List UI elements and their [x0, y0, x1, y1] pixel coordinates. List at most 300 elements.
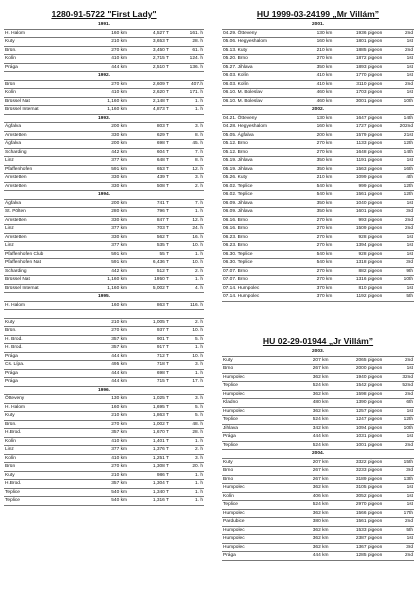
race-location-cell: 05.27. Jihlava — [222, 63, 301, 72]
placement-cell: 28. h — [170, 429, 204, 438]
distance-cell: 540 km — [88, 497, 128, 506]
table-row — [222, 356, 414, 365]
distance-cell: 350 km — [301, 208, 334, 217]
entries-cell: 1,401 T — [128, 437, 170, 446]
placement-cell: 2. h — [170, 318, 204, 327]
placement-cell: 10. h — [170, 352, 204, 361]
placement-cell: 1st — [383, 157, 414, 166]
race-location-cell: H.Brod. — [4, 480, 88, 489]
distance-cell: 267 km — [291, 475, 329, 484]
placement-cell: 17th — [383, 509, 414, 518]
race-location-cell: Kolín — [4, 89, 88, 98]
distance-cell: 357 km — [88, 344, 128, 353]
race-location-cell: Pfaffenhofen — [4, 165, 88, 174]
table-row — [222, 382, 414, 391]
race-location-cell: 06.09. Jihlava — [222, 208, 301, 217]
table-row — [4, 123, 204, 132]
distance-cell: 444 km — [291, 552, 329, 561]
placement-cell: 1st — [383, 250, 414, 259]
race-location-cell: Scharding — [4, 267, 88, 276]
entries-cell: 1,002 T — [128, 420, 170, 429]
placement-cell: 1. h — [170, 471, 204, 480]
distance-cell: 524 km — [291, 416, 329, 425]
table-row — [4, 344, 204, 353]
distance-cell: 280 km — [88, 208, 128, 217]
table-row — [222, 501, 414, 510]
entries-cell: 3,653 T — [128, 38, 170, 47]
table-row — [4, 106, 204, 115]
placement-cell: 12th — [383, 416, 414, 425]
placement-cell: 8. h — [170, 157, 204, 166]
entries-cell: 2,148 T — [128, 97, 170, 106]
table-row — [222, 259, 414, 268]
distance-cell: 330 km — [88, 131, 128, 140]
distance-cell: 380 km — [291, 518, 329, 527]
race-location-cell: 06.16. Brno — [222, 216, 301, 225]
race-location-cell: Brüssel Internat — [4, 284, 88, 293]
placement-cell: 8. h — [170, 131, 204, 140]
year-row — [222, 21, 414, 29]
race-location-cell: 06.16. Brno — [222, 225, 301, 234]
race-location-cell: 06.23. Brno — [222, 242, 301, 251]
distance-cell: 480 km — [291, 399, 329, 408]
entries-cell: 3233 pigeon — [330, 467, 384, 476]
distance-cell: 591 km — [88, 250, 128, 259]
table-row — [4, 250, 204, 259]
placement-cell: 16th — [383, 165, 414, 174]
race-location-cell: Amstetten — [4, 174, 88, 183]
entries-cell: 4,873 T — [128, 106, 170, 115]
placement-cell: 1st — [383, 365, 414, 374]
placement-cell: 12th — [383, 191, 414, 200]
table-row — [4, 437, 204, 446]
table-row — [222, 114, 414, 123]
placement-cell: 1st — [383, 63, 414, 72]
race-location-cell: Brno — [222, 467, 291, 476]
distance-cell: 444 km — [88, 369, 128, 378]
entries-cell: 3322 pigeon — [330, 458, 384, 467]
distance-cell: 362 km — [291, 526, 329, 535]
race-location-cell: 05.26. Kuty — [222, 174, 301, 183]
distance-cell: 270 km — [301, 55, 334, 64]
table-row — [4, 182, 204, 191]
distance-cell: 200 km — [88, 140, 128, 149]
table-row — [222, 140, 414, 149]
placement-cell: 5. h — [170, 412, 204, 421]
distance-cell: 1,160 km — [88, 284, 128, 293]
distance-cell: 210 km — [88, 471, 128, 480]
race-location-cell: 05.05. Ágfalva — [222, 131, 301, 140]
entries-cell: 698 T — [128, 140, 170, 149]
placement-cell: 1. h — [170, 369, 204, 378]
table-row — [222, 80, 414, 89]
placement-cell: 48. h — [170, 420, 204, 429]
distance-cell: 200 km — [88, 123, 128, 132]
race-location-cell: 05.19. Jihlava — [222, 157, 301, 166]
distance-cell: 591 km — [88, 165, 128, 174]
entries-cell: 2,715 T — [128, 55, 170, 64]
distance-cell: 130 km — [301, 114, 334, 123]
race-location-cell: Humpolec — [222, 373, 291, 382]
race-location-cell: 06.03. Kolín — [222, 72, 301, 81]
distance-cell: 1,160 km — [88, 97, 128, 106]
distance-cell: 350 km — [301, 157, 334, 166]
entries-cell: 1,316 T — [128, 497, 170, 506]
placement-cell: 13th — [383, 475, 414, 484]
table-row — [4, 454, 204, 463]
race-location-cell: 06.03. Kolín — [222, 80, 301, 89]
race-location-cell: Linz — [4, 242, 88, 251]
placement-cell: 1. h — [170, 250, 204, 259]
entries-cell: 1579 pigeon — [333, 131, 383, 140]
placement-cell: 1. h — [170, 344, 204, 353]
placement-cell: 3. h — [170, 123, 204, 132]
table-row — [4, 148, 204, 157]
race-location-cell: Brüssel Nat — [4, 276, 88, 285]
entries-cell: 1,695 T — [128, 403, 170, 412]
distance-cell: 267 km — [291, 467, 329, 476]
race-location-cell: Linz — [4, 446, 88, 455]
distance-cell: 130 km — [88, 395, 128, 404]
table-row — [222, 38, 414, 47]
table-row — [222, 216, 414, 225]
distance-cell: 591 km — [88, 259, 128, 268]
entries-cell: 1133 pigeon — [333, 140, 383, 149]
entries-cell: 1,340 T — [128, 488, 170, 497]
table-row — [4, 233, 204, 242]
entries-cell: 901 T — [128, 335, 170, 344]
placement-cell: 16. h — [170, 233, 204, 242]
placement-cell: 5th — [383, 293, 414, 302]
distance-cell: 540 km — [301, 182, 334, 191]
table-row — [4, 318, 204, 327]
table-row — [222, 250, 414, 259]
entries-cell: 512 T — [128, 267, 170, 276]
table-row — [222, 233, 414, 242]
placement-cell: 12th — [383, 140, 414, 149]
entries-cell: 1566 pigeon — [330, 509, 384, 518]
table-row — [4, 259, 204, 268]
entries-cell: 715 T — [128, 378, 170, 387]
placement-cell: 3. h — [170, 174, 204, 183]
entries-cell: 2000 pigeon — [330, 365, 384, 374]
distance-cell: 410 km — [88, 89, 128, 98]
entries-cell: 718 T — [128, 361, 170, 370]
table-row — [222, 191, 414, 200]
race-location-cell: 07.14. Humpolec — [222, 293, 301, 302]
table-row — [4, 80, 204, 89]
entries-cell: 986 T — [128, 471, 170, 480]
placement-cell: 1st — [383, 242, 414, 251]
distance-cell: 160 km — [88, 29, 128, 38]
pigeon-title-mr-villam: HU 1999-03-24199 „Mr Villám” — [256, 9, 380, 19]
race-location-cell: Kolín — [4, 454, 88, 463]
table-row — [4, 242, 204, 251]
distance-cell: 330 km — [88, 216, 128, 225]
entries-cell: 5,002 T — [128, 284, 170, 293]
placement-cell: 17. h — [170, 378, 204, 387]
table-row — [222, 225, 414, 234]
distance-cell: 270 km — [301, 225, 334, 234]
distance-cell: 370 km — [301, 293, 334, 302]
entries-cell: 1940 pigeon — [330, 373, 384, 382]
distance-cell: 524 km — [291, 501, 329, 510]
entries-cell: 1094 pigeon — [330, 424, 384, 433]
distance-cell: 406 km — [291, 492, 329, 501]
placement-cell: 1st — [383, 433, 414, 442]
entries-cell: 1601 pigeon — [333, 208, 383, 217]
table-row — [222, 509, 414, 518]
entries-cell: 712 T — [128, 352, 170, 361]
entries-cell: 698 T — [128, 369, 170, 378]
distance-cell: 444 km — [291, 433, 329, 442]
placement-cell: 3rd — [383, 259, 414, 268]
table-row — [4, 429, 204, 438]
race-location-cell: H.Brod. — [4, 429, 88, 438]
year-row — [4, 21, 204, 29]
distance-cell: 350 km — [301, 165, 334, 174]
table-row — [222, 293, 414, 302]
race-location-cell: 04.21. Ötteveny — [222, 114, 301, 123]
distance-cell: 362 km — [291, 484, 329, 493]
placement-cell: 2nd — [383, 216, 414, 225]
distance-cell: 540 km — [88, 488, 128, 497]
distance-cell: 270 km — [301, 216, 334, 225]
race-location-cell: Kolín — [4, 437, 88, 446]
table-row — [222, 165, 414, 174]
table-row — [4, 301, 204, 310]
placement-cell: 1. h — [170, 106, 204, 115]
placement-cell: 3. h — [170, 361, 204, 370]
placement-cell: 3. h — [170, 395, 204, 404]
table-row — [222, 242, 414, 251]
entries-cell: 1257 pigeon — [330, 407, 384, 416]
placement-cell: 1st — [383, 55, 414, 64]
distance-cell: 270 km — [301, 276, 334, 285]
entries-cell: 1316 pigeon — [333, 276, 383, 285]
race-location-cell: 05.20. Brno — [222, 55, 301, 64]
table-row — [222, 535, 414, 544]
distance-cell: 350 km — [301, 199, 334, 208]
table-row — [222, 46, 414, 55]
entries-cell: 1247 pigeon — [330, 416, 384, 425]
race-location-cell: Brno — [222, 365, 291, 374]
table-row — [222, 458, 414, 467]
race-location-cell: Teplice — [222, 501, 291, 510]
distance-cell: 200 km — [301, 131, 334, 140]
race-location-cell: 06.09. Jihlava — [222, 199, 301, 208]
race-location-cell: Kuty — [4, 471, 88, 480]
table-row — [222, 97, 414, 106]
table-row — [4, 199, 204, 208]
placement-cell: 5. h — [170, 335, 204, 344]
race-location-cell: 05.12. Brno — [222, 140, 301, 149]
placement-cell: 12th — [383, 182, 414, 191]
distance-cell — [88, 310, 128, 319]
entries-cell: 1390 pigeon — [330, 399, 384, 408]
race-location-cell: Humpolec — [222, 535, 291, 544]
table-row — [222, 433, 414, 442]
table-row — [4, 446, 204, 455]
placement-cell: 2nd — [383, 29, 414, 38]
placement-cell: 24. h — [170, 225, 204, 234]
placement-cell: 2nd — [383, 80, 414, 89]
distance-cell: 207 km — [291, 458, 329, 467]
year-label: 2004. — [222, 450, 414, 459]
placement-cell: 45. h — [170, 140, 204, 149]
placement-cell: 1st — [383, 407, 414, 416]
entries-cell: 1191 pigeon — [333, 157, 383, 166]
table-row — [4, 267, 204, 276]
distance-cell: 267 km — [291, 365, 329, 374]
table-row — [4, 480, 204, 489]
distance-cell: 377 km — [88, 446, 128, 455]
distance-cell: 357 km — [88, 335, 128, 344]
table-row — [222, 373, 414, 382]
table-row — [222, 89, 414, 98]
table-row — [222, 29, 414, 38]
race-location-cell: H. Halom — [4, 403, 88, 412]
table-row — [222, 267, 414, 276]
placement-cell: 2. h — [170, 182, 204, 191]
distance-cell: 540 km — [301, 259, 334, 268]
entries-cell: 993 pigeon — [333, 216, 383, 225]
race-location-cell: H. Brod. — [4, 344, 88, 353]
table-row — [222, 475, 414, 484]
race-location-cell: 05.13. Kuty — [222, 46, 301, 55]
entries-cell: 508 T — [128, 182, 170, 191]
year-row — [4, 386, 204, 395]
entries-cell: 1872 pigeon — [333, 55, 383, 64]
race-location-cell: 05.06. Hegyeshalom — [222, 38, 301, 47]
race-location-cell: Teplice — [222, 382, 291, 391]
entries-cell: 6,436 T — [128, 259, 170, 268]
table-row — [4, 208, 204, 217]
entries-cell: 535 T — [128, 242, 170, 251]
distance-cell: 362 km — [291, 407, 329, 416]
entries-cell: 1,308 T — [128, 463, 170, 472]
race-location-cell: Brün. — [4, 420, 88, 429]
placement-cell: 7. h — [170, 199, 204, 208]
table-row — [4, 369, 204, 378]
year-label: 1996. — [4, 386, 204, 395]
table-row — [4, 165, 204, 174]
race-location-cell: Brün — [4, 80, 88, 89]
distance-cell: 540 km — [301, 191, 334, 200]
placement-cell: 1st — [383, 72, 414, 81]
distance-cell: 357 km — [88, 480, 128, 489]
placement-cell: 20. h — [170, 463, 204, 472]
table-row — [4, 63, 204, 72]
entries-cell: 1,376 T — [128, 446, 170, 455]
table-row — [4, 216, 204, 225]
distance-cell: 377 km — [88, 242, 128, 251]
placement-cell: 28. h — [170, 38, 204, 47]
placement-cell: 3rd — [383, 467, 414, 476]
placement-cell: 10th — [383, 276, 414, 285]
table-row — [222, 399, 414, 408]
race-location-cell: Amstetten — [4, 182, 88, 191]
entries-cell: 1950 T — [128, 276, 170, 285]
entries-cell: 928 pigeon — [333, 250, 383, 259]
distance-cell: 210 km — [88, 318, 128, 327]
race-location-cell: Pfaffenhofen Club — [4, 250, 88, 259]
placement-cell: 2nd — [383, 518, 414, 527]
distance-cell: 200 km — [88, 199, 128, 208]
race-location-cell: Humpolec — [222, 407, 291, 416]
race-location-cell: Prága — [4, 352, 88, 361]
race-location-cell: 05.19. Jihlava — [222, 165, 301, 174]
distance-cell: 270 km — [301, 148, 334, 157]
table-row — [222, 182, 414, 191]
distance-cell: 410 km — [301, 72, 334, 81]
distance-cell: 270 km — [88, 420, 128, 429]
distance-cell: 270 km — [88, 327, 128, 336]
entries-cell: 1936 pigeon — [333, 29, 383, 38]
race-location-cell: H. Halom — [4, 301, 88, 310]
entries-cell: 4,527 T — [128, 29, 170, 38]
entries-cell: 2387 pigeon — [330, 535, 384, 544]
race-location-cell: Brün — [4, 463, 88, 472]
entries-cell: 796 T — [128, 208, 170, 217]
distance-cell: 207 km — [291, 356, 329, 365]
distance-cell: 270 km — [88, 80, 128, 89]
table-row — [222, 526, 414, 535]
race-location-cell: Kuty — [4, 38, 88, 47]
pigeon-title-jr-villam: HU 02-29-01944 „Jr Villám” — [262, 336, 374, 346]
year-label: 1993. — [4, 114, 204, 123]
year-label: 1992. — [4, 72, 204, 81]
entries-cell: 1561 pigeon — [330, 518, 384, 527]
entries-cell: 1533 pigeon — [330, 526, 384, 535]
year-row — [4, 72, 204, 81]
race-location-cell: 06.02. Teplice — [222, 182, 301, 191]
table-row — [4, 327, 204, 336]
placement-cell — [170, 310, 204, 319]
race-location-cell: Pardubice — [222, 518, 291, 527]
placement-cell: 407.h — [170, 80, 204, 89]
entries-cell: 999 pigeon — [333, 182, 383, 191]
table-row — [222, 131, 414, 140]
entries-cell: 653 T — [128, 165, 170, 174]
placement-cell: 15th — [383, 458, 414, 467]
race-location-cell: Kuty — [4, 412, 88, 421]
race-location-cell: Amstetten — [4, 216, 88, 225]
entries-cell: 882 pigeon — [333, 267, 383, 276]
race-location-cell: Kuty — [222, 356, 291, 365]
entries-cell: 55 T — [128, 250, 170, 259]
table-row — [222, 199, 414, 208]
table-row — [4, 225, 204, 234]
placement-cell: 14th — [383, 148, 414, 157]
placement-cell: 2nd — [383, 441, 414, 450]
race-location-cell: Linz — [4, 157, 88, 166]
placement-cell: 21st — [383, 131, 414, 140]
entries-cell: 1598 pigeon — [330, 390, 384, 399]
table-row — [222, 157, 414, 166]
entries-cell: 439 T — [128, 174, 170, 183]
entries-cell: 1561 pigeon — [333, 191, 383, 200]
year-row — [4, 114, 204, 123]
placement-cell: 161. h — [170, 29, 204, 38]
race-location-cell: Brüssel Nat — [4, 97, 88, 106]
entries-cell: 3189 pigeon — [330, 475, 384, 484]
table-row — [222, 390, 414, 399]
table-row — [222, 208, 414, 217]
race-location-cell: 06.10. M. Boleslav — [222, 97, 301, 106]
placement-cell: 52nd — [383, 382, 414, 391]
table-row — [4, 157, 204, 166]
